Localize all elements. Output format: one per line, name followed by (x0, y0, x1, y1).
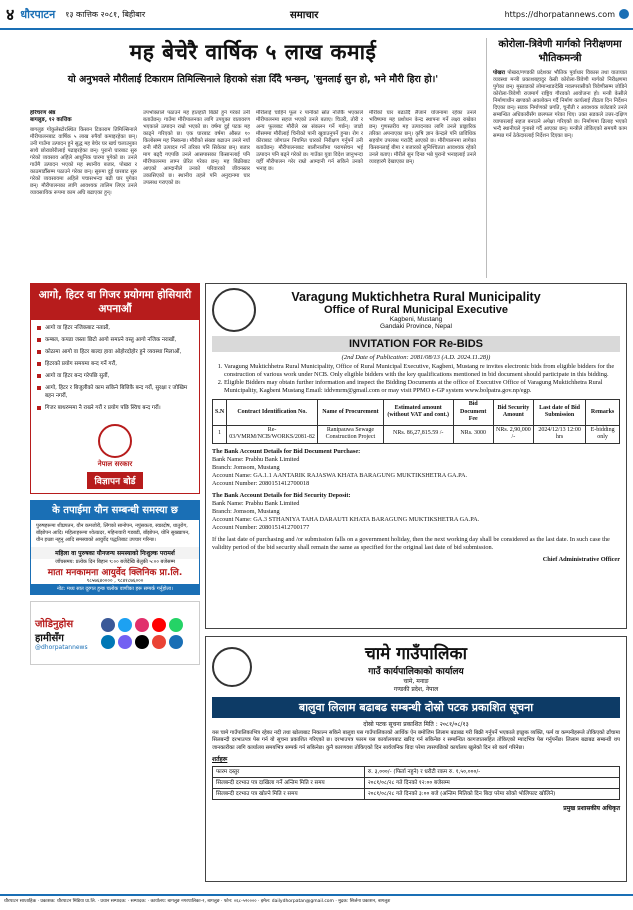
table-cell: NRs. 86,27,815.59 /- (383, 425, 453, 443)
office-name: Office of Rural Municipal Executive (324, 304, 508, 316)
lead-story (30, 38, 476, 85)
social-banner (30, 601, 200, 665)
list-item: 1. Varagung Muktichhetra Rural Municipality, Office of Rural Municipal Executive, Kagbeni, Mustang re invites electronic bids from eligible bidders for the construction of various work under NCB. Only eligible bidders with the key qualifications mentioned in bid document should participate in this bidding. (224, 363, 620, 379)
list-item: कम्बल, कपडा जस्ता छिटो आगो समात्ने वस्तु आगो नजिक नराखौं, (37, 336, 193, 344)
column-header: Bid Document Fee (453, 400, 493, 426)
table-cell: 2024/12/13 12:00 hrs (533, 425, 585, 443)
rebid-notice (205, 283, 627, 629)
table-header-row (213, 400, 620, 426)
rebid-clauses (212, 363, 620, 395)
issue-date: १३ कात्तिक २०८१, बिहीबार (65, 9, 146, 19)
lead-column-4: मौरीको घार बढाउँदै लैजाने योजनामा रहेका उनले भविष्यमा मह प्रशोधन केन्द्र स्थापना गर्ने लक्ष्य राखेका छन्। गुणस्तरीय मह उत्पादनका लागि उनले प्राङ्गारिक तरिका अपनाएका छन्। कृषि ज्ञान केन्द्रले पनि प्राविधिक सहयोग उपलब्ध गराउँदै आएको छ। मौरीपालनमा लागेका किसानलाई बीमा र बजारको सुनिश्चितता आवश्यक रहेको उनले बताए। मौरीले सुन दिन्छ भन्ने पुरानो भनाइलाई उनले व्यवहारमै देखाएका छन्। (369, 110, 476, 165)
invitation-title: INVITATION FOR Re-BIDS (212, 336, 620, 352)
list-item: आगो वा हिटर बन्द गरेपछि सुतौं, (37, 372, 193, 380)
column-header: Contract Identification No. (227, 400, 318, 426)
whatsapp-icon[interactable] (169, 618, 183, 632)
conditions-table (212, 766, 620, 800)
clinic-hours: जाँचसमय: प्रत्येक दिन बिहान ९:०० बजेदेखि बेलुकी ५:०० बजेसम्म (55, 559, 175, 565)
side-body: पोखरा/गण्डकी प्रदेशका भौतिक पूर्वाधार विकास तथा यातायात व्यवस्था मन्त्री प्रकाशबहादुर केसी कोरोला-त्रिवेणी मार्गको निरीक्षणमा पुगेका छन्। मुस्ताङको लोमान्थाङदेखि नवलपरासीको त्रिवेणीसम्म जोडिने कोरोला-त्रिवेणी राजमार्ग राष्ट्रिय गौरवको आयोजना हो। मन्त्री केसीले निर्माणाधीन खण्डको अवलोकन गर्दै निर्माण कार्यलाई तीव्रता दिन निर्देशन दिएका छन्। सडक निर्माणको प्रगति, चुनौती र आवश्यक बजेटबारे उनले सम्बन्धित अधिकारीसँग छलफल गरेका थिए। उक्त सडकले उत्तर-दक्षिण व्यापारलाई सहज बनाउने अपेक्षा गरिएको छ। निर्माणमा ढिलाइ भएको भन्दै स्थानीयले गुनासो गर्दै आएका छन्। मन्त्रीले तोकिएको समयमै काम सम्पन्न गर्न ठेकेदारलाई निर्देशन दिएका छन्। (493, 70, 627, 139)
table-cell: रु. ३,०००/- (फिर्ता नहुने) र धरौटी रकम रु. १,५०,०००/- (364, 766, 619, 777)
side-story (486, 38, 627, 278)
sand-auction-notice (205, 636, 627, 882)
facebook-icon[interactable] (101, 618, 115, 632)
table-cell: NRs. 2,90,000 /- (493, 425, 533, 443)
table-cell: NRs. 3000 (453, 425, 493, 443)
govt-label: नेपाल सरकार (97, 460, 133, 468)
purchase-account-lines: Bank Name: Prabhu Bank Limited Branch: Jomsom, Mustang Account Name: GA.1.1 AANTARIK RAJASWA KHATA BARAGUNG MUKTIKSHETRA GA.PA. Account Number: 2080151412700018 (212, 455, 468, 487)
publication-date: (2nd Date of Publication: 2081/08/13 (A.D. 2024.11.28)) (341, 354, 491, 361)
social-text (31, 616, 101, 651)
deposit-account (212, 492, 620, 532)
table-cell: Re-03/VMRM/NCB/WORKS/2081-82 (227, 425, 318, 443)
lead-column-3: मौरीलाई चाहिने फूल र पानीको स्रोत नजिकै भएकाले मौरीपालनमा सहज भएको उनले बताए। चिउरी, तोरी र अन्य फूलबाट मौरीले रस संकलन गर्ने गर्छन्। जाडो मौसममा मौरीलाई चिनीको पानी खुवाउनुपर्ने हुन्छ। रोग र कीराबाट जोगाउन नियमित घारको निरीक्षण गर्नुपर्ने उनी बताउँछन्। मौरीपालनबाट बालीनालीमा परागसेचन भई उत्पादन पनि बढ्ने गरेको छ। गाउँका युवा विदेश जानुभन्दा यहीँ मौरीपालन गरेर राम्रो आम्दानी गर्न सकिने उनको भनाइ छ। (256, 110, 363, 172)
table-cell: फारम दस्तुर (213, 766, 365, 777)
list-item: हिटरको प्रयोग समयमा बन्द गर्ने गरौं, (37, 360, 193, 368)
clinic-offer: महिला वा पुरुषका यौनजन्य समस्याको निःशुल्क परामर्श (31, 547, 199, 559)
deposit-account-lines: Bank Name: Prabhu Bank Limited Branch: Jomsom, Mustang Account Name: GA.3 STHANIYA TAHA DARAUTI KHATA BARAGUNG MUKTIKSHETRA GA.PA. Account Number: 2080151412700177 (212, 499, 480, 531)
section-label: समाचार (290, 10, 319, 21)
list-item: गिजर बाथरुममा नै राख्ने गरौं र प्रयोग पछि स्विच बन्द गरौं। (37, 404, 193, 412)
clinic-title: के तपाईमा यौन सम्बन्धी समस्या छ (31, 501, 199, 520)
mail-icon[interactable] (152, 635, 166, 649)
table-cell: सिलबन्दी दरभाउ पत्र दाखिला गर्ने अन्तिम मिति र समय (213, 777, 365, 788)
table-cell: Ranipauwa Sewage Construction Project (318, 425, 384, 443)
holiday-note: If the last date of purchasing and /or submission falls on a government holiday, then the next working day shall be considered as the last date. In such case the validity period of the bid security shall remain the same as specified for the original last date of bid submission. (212, 535, 610, 551)
list-item: आगो वा हिटर नजिकबाट नताप्नौं, (37, 324, 193, 332)
clinic-ad (30, 500, 200, 595)
deposit-account-title: The Bank Account Details for Bid Security Deposit: (212, 491, 351, 499)
side-byline: पोखरा (493, 70, 505, 76)
govt-board-label: विज्ञापन बोर्ड (87, 472, 144, 489)
list-item: आगो, हिटर र बिजुलीको काम सकिने बित्तिकै बन्द गरौं, सुरक्षा र जोखिम बहन नगरौं, (37, 384, 193, 400)
nepal-emblem-icon (98, 424, 132, 458)
list-item: कोठामा आगो वा हिटर बाल्दा हावा ओहोरदोहोर हुने व्यवस्था मिलाऔं, (37, 348, 193, 356)
lead-column-2: उपभोक्ताले पठाउने मह हातहातै बिक्री हुने गरेको उनी बताउँछन्। गाउँमा मौरीपालनका लागि उपयुक्त वातावरण भएकाले उत्पादन राम्रो भएको छ। वर्षमा दुई पटक मह काढ्ने गरिएको छ। एक घारबाट वर्षमा औसत १० किलोसम्म मह निस्कन्छ। मौरीको संख्या बढाउन उनले नयाँ रानी मौरी उत्पादन गर्ने तरिका पनि सिकेका छन्। बजार माग बढ्दै गएपछि उनले आसपासका किसानलाई पनि मौरीपालनमा लाग्न प्रेरित गरेका छन्। मह बिक्रीबाट आएको आम्दानीले उनको परिवारको जीवनस्तर उकासिएको छ। स्थानीय तहले पनि अनुदानमा घार उपलब्ध गराएको छ। (143, 110, 250, 186)
column-header: Last date of Bid Submission (533, 400, 585, 426)
web-icon[interactable] (169, 635, 183, 649)
page-number: ४ (6, 5, 15, 24)
rebid-title (256, 290, 576, 330)
rebid-header (212, 288, 620, 332)
signatory: प्रमुख प्रशासकीय अधिकृत (563, 804, 620, 812)
fire-safety-title: आगो, हिटर वा गिजर प्रयोगमा होसियारी अपनाऔं (31, 284, 199, 320)
site-url[interactable]: https://dhorpatannews.com (504, 9, 615, 19)
table-cell: E-bidding only (586, 425, 620, 443)
auction-title (252, 641, 580, 693)
table-cell: सिलबन्दी दरभाउ पत्र खोल्ने मिति र समय (213, 788, 365, 799)
fire-safety-notice (30, 283, 200, 494)
nepal-emblem-icon (212, 288, 256, 332)
lead-byline: हरिचरण श्रेष्ठ बागलुङ, १२ कात्तिक (30, 110, 72, 123)
table-cell: 1 (213, 425, 227, 443)
purchase-account-title: The Bank Account Details for Bid Document Purchase: (212, 447, 361, 455)
table-row (213, 766, 620, 777)
side-headline: कोरोला-त्रिवेणी मार्गको निरीक्षणमा भौतिकमन्त्री (498, 39, 622, 64)
viber-icon[interactable] (118, 635, 132, 649)
column-header: S.N (213, 400, 227, 426)
clinic-name: माता मनकामना आयुर्वेद क्लिनिक प्रा.लि. (47, 568, 183, 578)
column-header: Bid Security Amount (493, 400, 533, 426)
auction-banner: बालुवा लिलाम बढाबढ सम्बन्धी दोस्रो पटक प्रकाशित सूचना (212, 697, 620, 718)
lead-headline: मह बेचेरै वार्षिक ५ लाख कमाई (129, 40, 377, 64)
social-handle[interactable]: @dhorpatannews (35, 643, 88, 651)
clinic-address: नोट: मध्य सात दूरगत हुन्छ चलोक वाणीका हरू सम्पर्क गर्नुहोला। (31, 584, 199, 594)
social-icons (101, 618, 183, 649)
list-item: 2. Eligible Bidders may obtain further information and inspect the Bidding Documents at the office of Executive Office of Varagung Muktichhetra Rural Municipality, Kagbeni Mustang Email: iddvmrm@gmail.com or may visit PPMO e-GP system www.bolpatra.gov.np/egp. (224, 379, 620, 395)
bid-table (212, 399, 620, 444)
column-header: Remarks (586, 400, 620, 426)
clinic-phone: ९८५७६४०००० , ९८४१८७६००० (86, 578, 144, 584)
youtube-icon[interactable] (152, 618, 166, 632)
office-address: चामे, मनाङ गण्डकी प्रदेश, नेपाल (393, 678, 439, 693)
instagram-icon[interactable] (135, 618, 149, 632)
column-header: Name of Procurement (318, 400, 384, 426)
brand-logo-icon (619, 9, 629, 19)
auction-body: यस चामे गाउँपालिकाभित्र रहेका नदी तथा खोलाबाट निकाल्न सकिने बालुवा यस गाउँपालिकाको आर्थिक ऐन बमोजिम लिलाम बढाबढ गरी बिक्री गर्नुपर्ने भएकाले इच्छुक व्यक्ति, फर्म वा कम्पनीहरूले तोकिएको ढाँचामा सिलबन्दी दरभाउपत्र पेस गर्न यो सूचना प्रकाशित गरिएको छ। दरभाउपत्र फारम यस कार्यालयबाट खरिद गर्न सकिनेछ र सम्बन्धित कागजातसहित तोकिएको म्यादभित्र पेस गर्नुपर्नेछ। लिलाम बढाबढ सम्बन्धी थप जानकारीका लागि कार्यालय समयभित्र सम्पर्क गर्न सकिनेछ। कुनै कारणवश तोकिएको दिन सार्वजनिक बिदा परेमा त्यसपछिको कार्यालय खुलेको दिन सो कार्य गरिनेछ। (212, 730, 620, 751)
linkedin-icon[interactable] (101, 635, 115, 649)
table-row (213, 788, 620, 799)
table-row (213, 777, 620, 788)
social-line-2: हामीसँग (35, 632, 64, 644)
auction-header (212, 641, 620, 693)
side-text (493, 70, 627, 140)
lead-column-1 (30, 110, 137, 270)
govt-board-badge (31, 420, 199, 493)
conditions-title: शर्तहरू (212, 755, 228, 763)
table-row (213, 425, 620, 443)
purchase-account (212, 448, 620, 488)
lead-subhead: यो अनुभवले मौरीलाई टिकाराम तिमिल्सिनाले हिराको संज्ञा दिँदै भन्छन्, 'सुनलाई सुन हो, भने मौरी हिरा हो।' (67, 74, 439, 85)
twitter-icon[interactable] (118, 618, 132, 632)
municipality-name: Varagung Muktichhetra Rural Municipality (291, 290, 541, 304)
tiktok-icon[interactable] (135, 635, 149, 649)
municipality-name: चामे गाउँपालिका (364, 644, 468, 664)
fire-safety-list (31, 320, 199, 420)
office-address: Kagbeni, Mustang Gandaki Province, Nepal (380, 316, 452, 330)
office-name: गाउँ कार्यपालिकाको कार्यालय (368, 667, 464, 677)
imprint-footer: धौरपाटन साप्ताहिक · प्रकाशक: धौरपाटन मिडिया प्रा.लि. · प्रधान सम्पादक: · सम्पादक: · कार्यालय: बागलुङ नगरपालिका-२, बागलुङ · फोन: ०६८-५२०००० · इमेल: dailydhorpatan@gmail.com · मुद्रक: सिर्जना प्रकाशन, बागलुङ (0, 894, 633, 910)
column-header: Estimated amount (without VAT and cont.) (383, 400, 453, 426)
nepal-emblem-icon (212, 647, 252, 687)
lead-body (30, 110, 476, 270)
social-line-1: जोडिनुहोस (35, 618, 74, 630)
signatory: Chief Administrative Officer (542, 555, 620, 563)
table-cell: २०८१/०८/२८ गते दिनको १२:०० बजेसम्म (364, 777, 619, 788)
auction-pub-date: दोस्रो पटक सूचना प्रकाशित मिति : २०८१/०८/१३ (363, 721, 469, 728)
left-ad-column (30, 283, 200, 665)
masthead-brand: धौरपाटन (20, 7, 56, 21)
table-cell: २०८१/०८/२८ गते दिनको ३:०० बजे (अन्तिम मितिको दिन बिदा परेमा सोको भोलिपल्ट खोलिने) (364, 788, 619, 799)
page-header (0, 0, 633, 30)
clinic-body: पुरुषहरूमा शीघ्रपतन, यौन कमजोरी, लिंगको सानोपन, नपुंसकता, स्वप्नदोष, धातुरोग, बाँझोपन आदि। महिलाहरूमा श्वेतप्रदर, महिनावारी गडबडी, बाँझोपन, योनि सुख्खापन, यौन इच्छा नहुनु आदि समस्याको आयुर्वेद पद्धतिबाट उपचार गरिन्छ। (36, 523, 190, 543)
lead-column-1-text: बागलुङ गोकुलेस्टोरस्थित किसान टिकाराम तिमिल्सिनाले मौरीपालनबाट वार्षिक ५ लाख रुपैयाँ कमाइरहेका छन्। उनी गाउँमा उत्पादन हुने सुद्ध मह बेचेर घर खर्च चलाउनुका साथै छोराछोरीलाई पढाइरहेका छन्। पुरानो घारबाट सुरु गरेको व्यवसाय अहिले आधुनिक घारमा पुगेको छ। उनले गाउँमै उत्पादन भएको मह स्थानीय बजार, पोखरा र काठमाडौँसम्म पठाउने गरेका छन्। सुरुमा दुई घारबाट सुरु गरेको व्यवसायमा अहिले पचासभन्दा बढी घार पुगेका छन्। मौरीपालनका लागि आवश्यक तालिम लिएर उनले व्यावसायिक रूपमा काम अघि बढाएका हुन्। (30, 127, 137, 196)
